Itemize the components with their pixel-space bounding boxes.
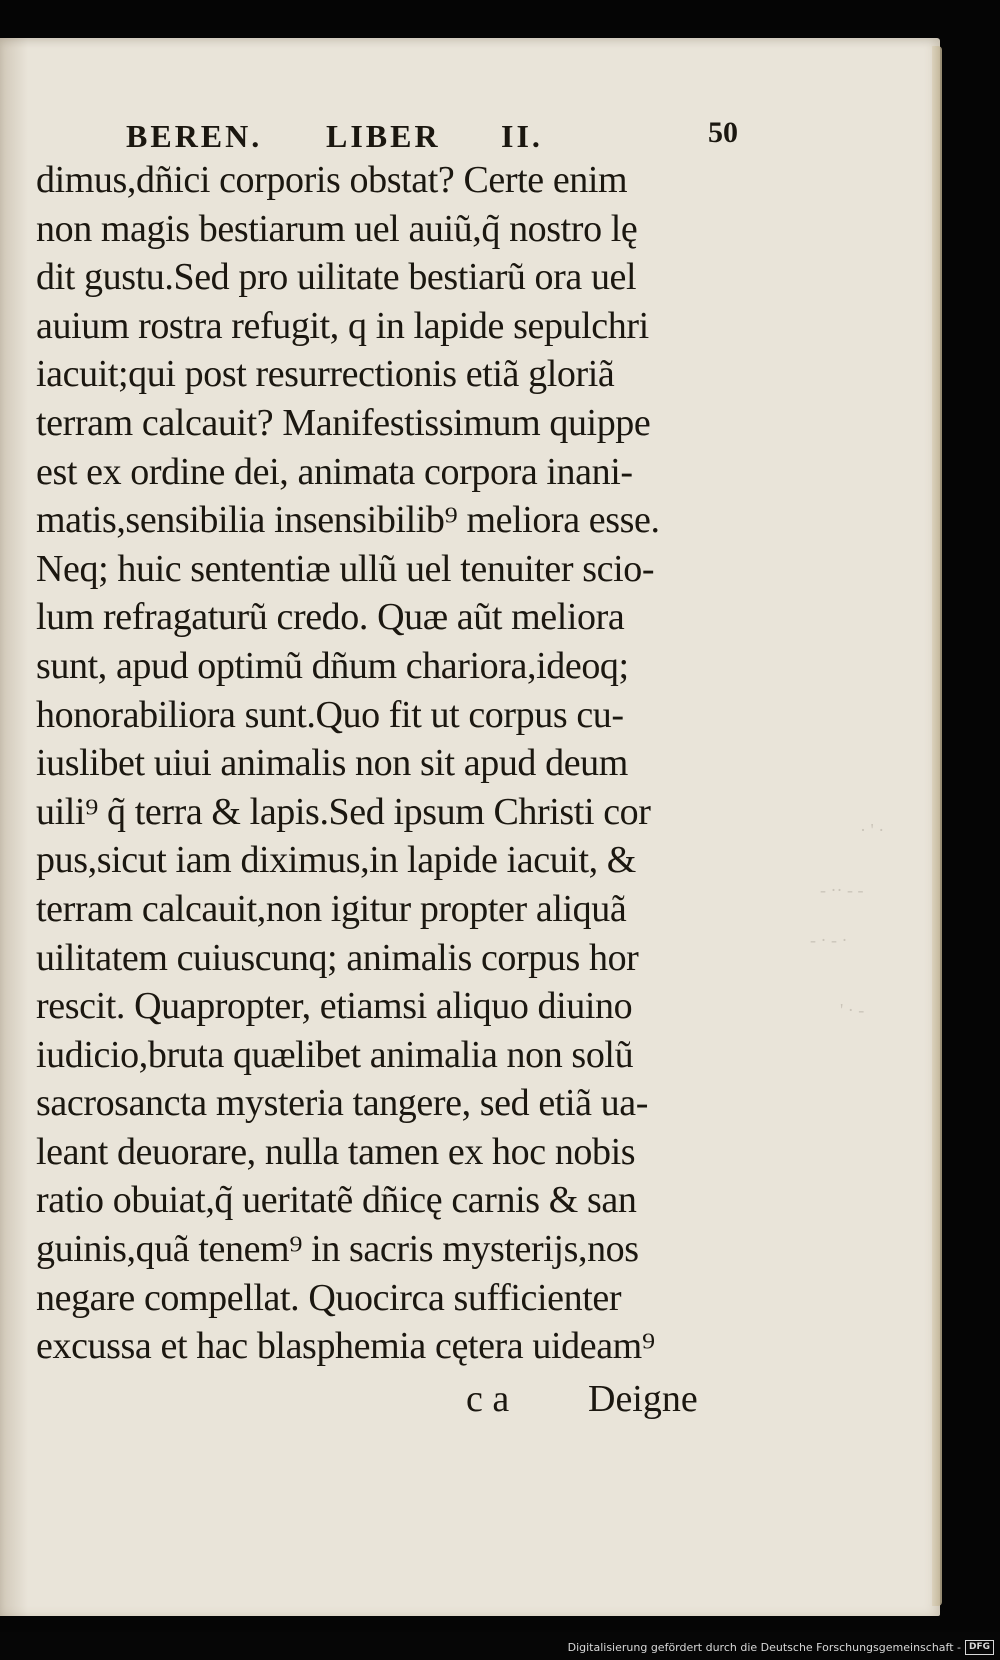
text-line: uili⁹ q̃ terra & lapis.Sed ipsum Christi cor [36,790,651,833]
text-line: Neq; huic sententiæ ullũ uel tenuiter scio- [36,547,655,590]
show-through-mark: - - ·· - [820,880,864,900]
text-line: terram calcauit? Manifestissimum quippe [36,401,651,444]
text-line: dit gustu.Sed pro uilitate bestiarũ ora uel [36,256,637,299]
text-line: terram calcauit,non igitur propter aliquã [36,887,627,930]
text-line: matis,sensibilia insensibilib⁹ meliora esse. [36,499,660,542]
text-line: uilitatem cuiuscunq; animalis corpus hor [36,936,639,979]
digitization-credit-text: Digitalisierung gefördert durch die Deutsche Forschungsgemeinschaft - [567,1641,961,1654]
body-text [36,156,766,1371]
running-head-number: II. [501,118,543,154]
text-line: iacuit;qui post resurrectionis etiã gloriã [36,353,615,396]
text-line: leant deuorare, nulla tamen ex hoc nobis [36,1130,636,1173]
text-line: auium rostra refugit, q in lapide sepulchri [36,304,649,347]
dfg-logo: DFG [965,1640,994,1655]
folio-number: 50 [708,116,738,149]
text-line: iudicio,bruta quælibet animalia non solũ [36,1033,634,1076]
page-gutter-shadow [0,38,28,1616]
text-line: honorabiliora sunt.Quo fit ut corpus cu- [36,693,624,736]
text-line: dimus,dñici corporis obstat? Certe enim [36,159,628,201]
show-through-mark: · ' · [860,820,885,840]
text-line: lum refragaturũ credo. Quæ aũt meliora [36,596,625,639]
catchword: Deigne [588,1377,698,1420]
text-line: negare compellat. Quocirca sufficienter [36,1276,622,1319]
text-line: est ex ordine dei, animata corpora inani- [36,450,633,493]
text-line: rescit. Quapropter, etiamsi aliquo diuino [36,985,633,1028]
catch-line [36,1371,766,1427]
text-line: non magis bestiarum uel auiũ,q̃ nostro lę [36,207,638,250]
text-line: excussa et hac blasphemia cętera uideam⁹ [36,1325,655,1368]
text-line: ratio obuiat,q̃ ueritatẽ dñicę carnis & san [36,1179,637,1222]
running-head-author: BEREN. [126,118,263,154]
running-head-book: LIBER [326,118,441,154]
page-text-block [36,112,766,1427]
digitization-credit [568,1640,994,1655]
running-head [36,112,766,156]
show-through-mark: · - · - [810,930,848,950]
text-line: sacrosancta mysteria tangere, sed etiã ua- [36,1082,649,1125]
page-edge [932,46,942,1606]
text-line: iuslibet uiui animalis non sit apud deum [36,742,628,785]
show-through-mark: - · ' [840,1000,865,1020]
text-line: sunt, apud optimũ dñum chariora,ideoq; [36,644,629,687]
text-line: guinis,quã tenem⁹ in sacris mysterijs,nos [36,1228,639,1271]
signature-mark: c a [466,1377,510,1420]
text-line: pus,sicut iam diximus,in lapide iacuit, & [36,839,636,882]
